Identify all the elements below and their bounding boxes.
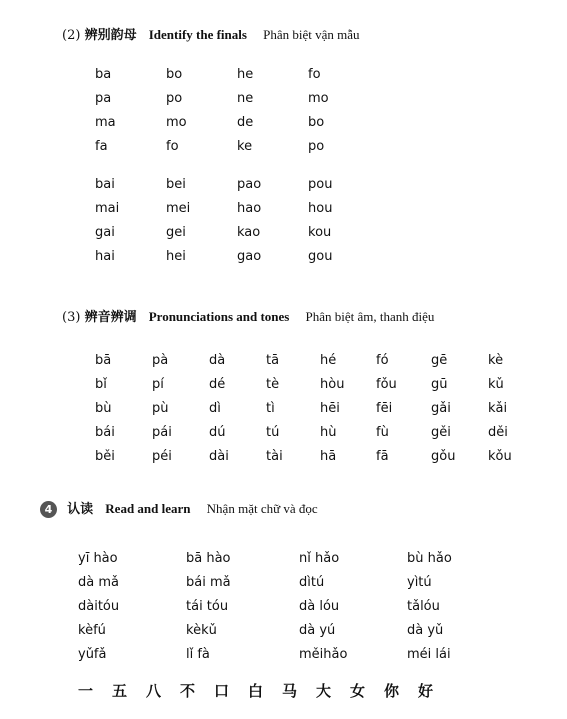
pinyin-cell: hòu [320, 376, 345, 392]
pinyin-cell: hé [320, 352, 337, 368]
pinyin-cell: mo [308, 90, 329, 106]
grid-row [95, 86, 379, 110]
hanzi-character: 白 [248, 682, 264, 700]
pinyin-cell: pái [152, 424, 172, 440]
pinyin-cell: bái mǎ [186, 574, 231, 590]
pinyin-cell: pa [95, 90, 112, 106]
pinyin-cell: kao [237, 224, 261, 240]
pinyin-cell: kǒu [488, 448, 512, 464]
pinyin-cell: dà [209, 352, 226, 368]
pinyin-cell: gěi [431, 424, 451, 440]
pinyin-cell: hou [308, 200, 333, 216]
pinyin-cell: nǐ hǎo [299, 550, 340, 566]
section-2-title-cn: 辨别韵母 [84, 28, 137, 43]
pinyin-cell: fa [95, 138, 108, 154]
hanzi-character: 一 [78, 682, 94, 700]
pinyin-cell: bù [95, 400, 112, 416]
pinyin-cell: tài [266, 448, 283, 464]
pinyin-cell: pù [152, 400, 169, 416]
section-3-title-vi: Phân biệt âm, thanh điệu [305, 309, 435, 324]
pinyin-cell: bā hào [186, 550, 231, 566]
grid-row [95, 444, 545, 468]
pinyin-cell: bù hǎo [407, 550, 452, 566]
pinyin-cell: dà lóu [299, 598, 340, 614]
pinyin-cell: péi [152, 448, 172, 464]
pinyin-cell: bai [95, 176, 115, 192]
grid-row [95, 62, 379, 86]
hanzi-character: 不 [180, 682, 196, 700]
pinyin-cell: dà yú [299, 622, 336, 638]
pinyin-cell: bǐ [95, 376, 107, 392]
pinyin-cell: ma [95, 114, 116, 130]
hanzi-character: 五 [112, 682, 128, 700]
pinyin-cell: méi lái [407, 646, 451, 662]
pinyin-cell: pou [308, 176, 333, 192]
section-3-header [62, 306, 434, 325]
pinyin-cell: fēi [376, 400, 393, 416]
pinyin-cell: kǔ [488, 376, 504, 392]
section-2-title-vi: Phân biệt vận mẫu [263, 27, 360, 42]
pinyin-cell: běi [95, 448, 115, 464]
pinyin-cell: bei [166, 176, 186, 192]
pinyin-cell: gao [237, 248, 262, 264]
pinyin-cell: dà mǎ [78, 574, 119, 590]
grid-row [95, 110, 379, 134]
pinyin-cell: po [166, 90, 183, 106]
pinyin-cell: dàitóu [78, 598, 120, 614]
pinyin-cell: kèkǔ [186, 622, 217, 638]
pinyin-cell: fó [376, 352, 389, 368]
grid-row [95, 244, 379, 268]
pinyin-cell: he [237, 66, 254, 82]
grid-row [95, 134, 379, 158]
section-4-header [40, 498, 318, 518]
pinyin-cell: hei [166, 248, 186, 264]
pinyin-cell: dé [209, 376, 226, 392]
hanzi-character: 八 [146, 682, 162, 700]
pinyin-cell: tè [266, 376, 280, 392]
section-2-title-en: Identify the finals [148, 27, 247, 42]
hanzi-character: 大 [316, 682, 332, 700]
pinyin-cell: bo [166, 66, 183, 82]
pinyin-cell: gai [95, 224, 115, 240]
grid-row [95, 172, 379, 196]
pinyin-cell: bā [95, 352, 112, 368]
pinyin-cell: pí [152, 376, 164, 392]
grid-row [78, 546, 515, 570]
pinyin-cell: gē [431, 352, 448, 368]
pinyin-cell: fo [166, 138, 179, 154]
grid-row [95, 396, 545, 420]
hanzi-character: 口 [214, 682, 230, 700]
tones-grid [95, 348, 545, 468]
finals-grid-b [95, 172, 379, 268]
pinyin-cell: děi [488, 424, 508, 440]
pinyin-cell: po [308, 138, 325, 154]
pinyin-cell: dì [209, 400, 221, 416]
read-learn-grid [78, 546, 515, 666]
section-4-badge: 4 [40, 501, 57, 518]
pinyin-cell: ke [237, 138, 253, 154]
pinyin-cell: bo [308, 114, 325, 130]
section-2-number: (2) [62, 28, 81, 43]
pinyin-cell: hao [237, 200, 262, 216]
pinyin-cell: dài [209, 448, 229, 464]
pinyin-cell: tì [266, 400, 275, 416]
pinyin-cell: dú [209, 424, 226, 440]
grid-row [95, 348, 545, 372]
pinyin-cell: mei [166, 200, 191, 216]
pinyin-cell: gū [431, 376, 448, 392]
grid-row [78, 570, 515, 594]
pinyin-cell: fo [308, 66, 321, 82]
pinyin-cell: gou [308, 248, 333, 264]
pinyin-cell: tái tóu [186, 598, 229, 614]
pinyin-cell: kè [488, 352, 504, 368]
pinyin-cell: měihǎo [299, 646, 348, 662]
pinyin-cell: hēi [320, 400, 340, 416]
pinyin-cell: dà yǔ [407, 622, 444, 638]
pinyin-cell: tǎlóu [407, 598, 440, 614]
pinyin-cell: dìtú [299, 574, 325, 590]
grid-row [95, 196, 379, 220]
pinyin-cell: pà [152, 352, 169, 368]
pinyin-cell: yǔfǎ [78, 646, 107, 662]
grid-row [78, 642, 515, 666]
pinyin-cell: mo [166, 114, 187, 130]
pinyin-cell: lǐ fà [186, 646, 210, 662]
pinyin-cell: mai [95, 200, 120, 216]
grid-row [95, 220, 379, 244]
section-4-title-en: Read and learn [105, 501, 191, 516]
pinyin-cell: ne [237, 90, 254, 106]
pinyin-cell: kǎi [488, 400, 508, 416]
section-4-title-cn: 认读 [67, 502, 94, 517]
finals-grid-a [95, 62, 379, 158]
section-3-number: (3) [62, 310, 81, 325]
pinyin-cell: bái [95, 424, 115, 440]
pinyin-cell: fù [376, 424, 389, 440]
hanzi-character: 马 [282, 682, 298, 700]
hanzi-character: 你 [384, 682, 400, 700]
pinyin-cell: fā [376, 448, 389, 464]
pinyin-cell: tú [266, 424, 280, 440]
pinyin-cell: tā [266, 352, 280, 368]
pinyin-cell: kou [308, 224, 332, 240]
section-4-title-vi: Nhận mặt chữ và đọc [206, 501, 318, 516]
character-row [78, 680, 452, 701]
pinyin-cell: gei [166, 224, 186, 240]
hanzi-character: 女 [350, 682, 366, 700]
pinyin-cell: hai [95, 248, 115, 264]
pinyin-cell: yìtú [407, 574, 432, 590]
hanzi-character: 好 [418, 682, 434, 700]
pinyin-cell: fǒu [376, 376, 397, 392]
section-2-header [62, 24, 360, 43]
section-3-title-en: Pronunciations and tones [148, 309, 290, 324]
pinyin-cell: gǒu [431, 448, 456, 464]
pinyin-cell: pao [237, 176, 262, 192]
pinyin-cell: kèfú [78, 622, 106, 638]
pinyin-cell: ba [95, 66, 112, 82]
pinyin-cell: de [237, 114, 254, 130]
pinyin-cell: yī hào [78, 550, 118, 566]
pinyin-cell: hā [320, 448, 337, 464]
pinyin-cell: hù [320, 424, 337, 440]
pinyin-cell: gǎi [431, 400, 451, 416]
grid-row [78, 594, 515, 618]
grid-row [95, 372, 545, 396]
grid-row [95, 420, 545, 444]
section-3-title-cn: 辨音辨调 [84, 310, 137, 325]
grid-row [78, 618, 515, 642]
